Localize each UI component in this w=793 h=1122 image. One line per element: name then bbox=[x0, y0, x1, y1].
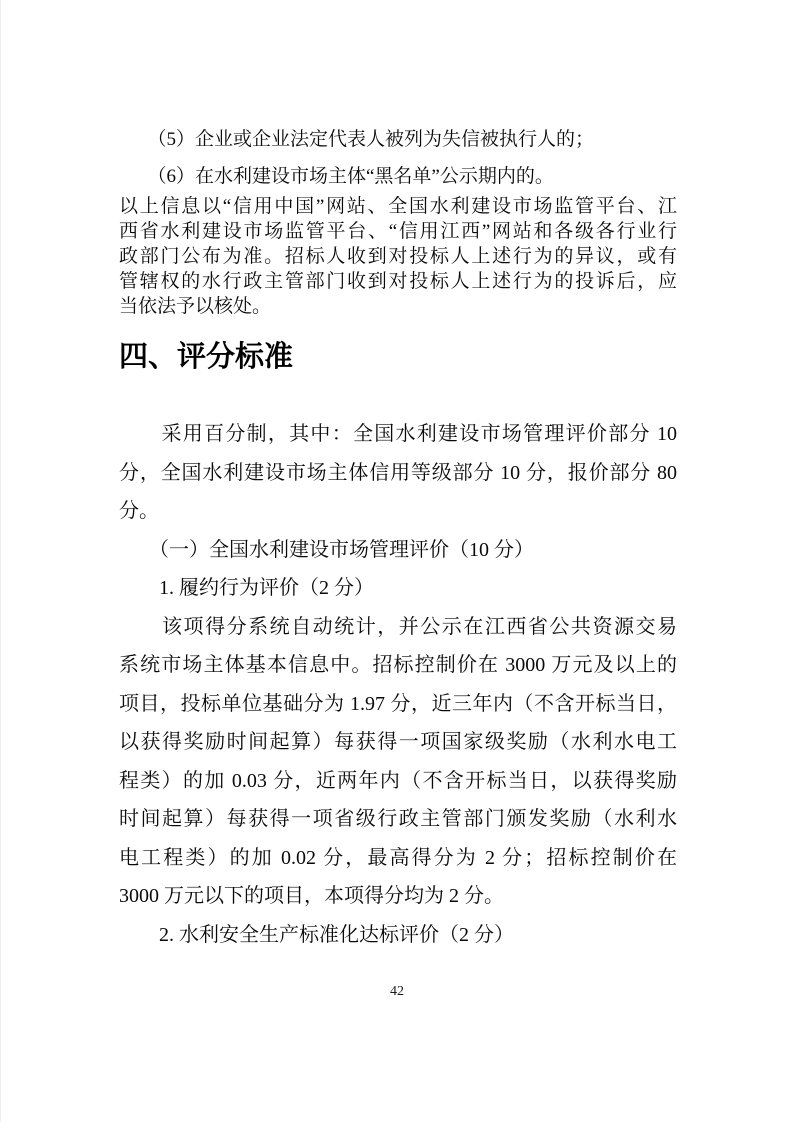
page-number: 42 bbox=[390, 984, 404, 999]
section-heading-scoring-criteria bbox=[119, 339, 677, 375]
item-2-heading bbox=[119, 916, 677, 955]
text-line: 以上信息以“信用中国”网站、全国水利建设市场监管平台、江 bbox=[119, 196, 677, 217]
text-line: 系统市场主体基本信息中。招标控制价在 3000 万元及以上的 bbox=[119, 654, 677, 676]
text-line: 程类）的加 0.03 分，近两年内（不含开标当日，以获得奖励 bbox=[119, 769, 677, 792]
text-line: 电工程类）的加 0.02 分，最高得分为 2 分；招标控制价在 bbox=[119, 846, 677, 869]
credit-info-paragraph bbox=[119, 194, 677, 319]
text-line: 西省水利建设市场监管平台、“信用江西”网站和各级各行业行 bbox=[119, 221, 677, 242]
text-line: 管辖权的水行政主管部门收到对投标人上述行为的投诉后，应 bbox=[119, 271, 677, 292]
text-line: （一）全国水利建设市场管理评价（10 分） bbox=[119, 538, 534, 561]
text-line: 时间起算）每获得一项省级行政主管部门颁发奖励（水利水 bbox=[119, 808, 677, 830]
scoring-overview-paragraph bbox=[119, 415, 677, 531]
item-1-body-paragraph bbox=[119, 608, 677, 916]
clause-6-paragraph bbox=[119, 164, 677, 189]
clause-5-paragraph bbox=[119, 127, 677, 152]
item-1-heading bbox=[119, 569, 677, 608]
text-line: 政部门公布为准。招标人收到对投标人上述行为的异议，或有 bbox=[119, 246, 677, 267]
text-line: 2. 水利安全生产标准化达标评价（2 分） bbox=[119, 923, 514, 946]
text-line: 分，全国水利建设市场主体信用等级部分 10 分，报价部分 80 bbox=[119, 461, 677, 484]
text-line: 项目，投标单位基础分为 1.97 分，近三年内（不含开标当日， bbox=[119, 692, 677, 715]
subsection-1-heading bbox=[119, 531, 677, 570]
text-line: 以获得奖励时间起算）每获得一项国家级奖励（水利水电工 bbox=[119, 731, 677, 753]
text-line: 四、评分标准 bbox=[119, 341, 294, 373]
text-line: 3000 万元以下的项目，本项得分均为 2 分。 bbox=[119, 885, 504, 907]
text-line: （6）在水利建设市场主体“黑名单”公示期内的。 bbox=[119, 166, 554, 187]
text-line: （5）企业或企业法定代表人被列为失信被执行人的； bbox=[119, 129, 595, 150]
text-line: 当依法予以核处。 bbox=[119, 296, 272, 317]
text-line: 分。 bbox=[119, 500, 159, 522]
text-line: 1. 履约行为评价（2 分） bbox=[119, 577, 374, 599]
text-line: 采用百分制，其中：全国水利建设市场管理评价部分 10 bbox=[119, 423, 677, 445]
document-body bbox=[119, 0, 677, 954]
text-line: 该项得分系统自动统计，并公示在江西省公共资源交易 bbox=[119, 615, 677, 638]
